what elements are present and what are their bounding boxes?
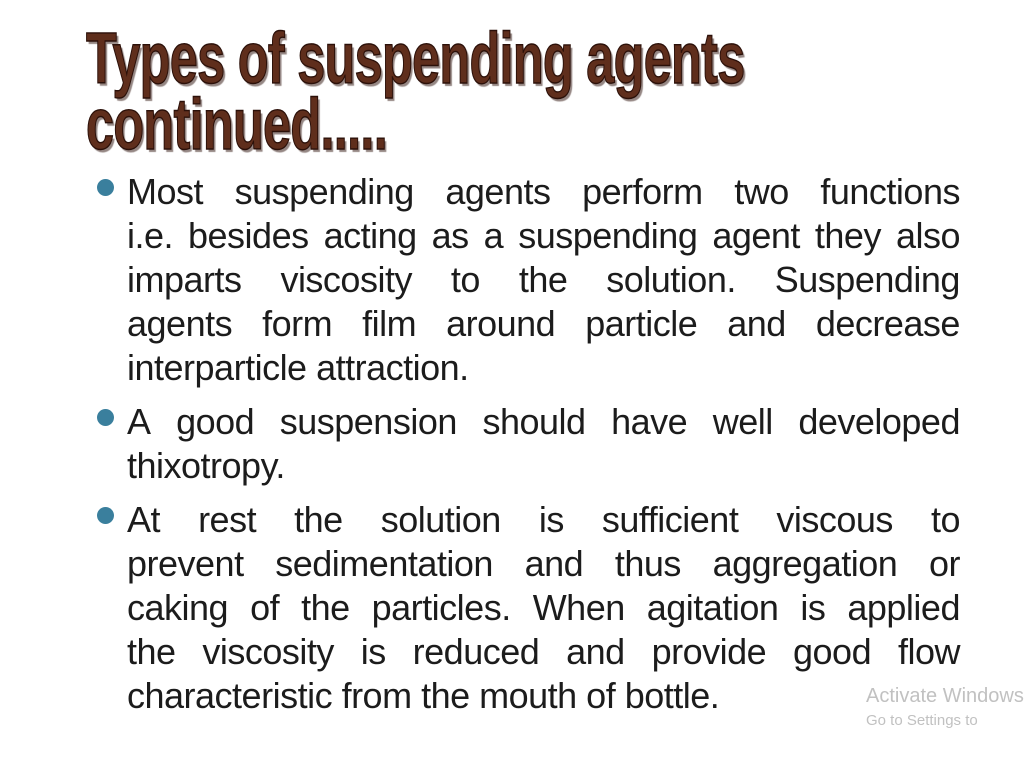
word: well	[712, 401, 773, 442]
page-title-line-2: continued.....	[86, 85, 387, 165]
word: solution	[380, 499, 501, 540]
word: besides	[188, 215, 309, 256]
bullet-item	[127, 400, 960, 488]
bullet-text-line	[127, 258, 960, 302]
word: have	[611, 401, 688, 442]
word: agitation	[646, 587, 779, 628]
bullet-text-line: thixotropy.	[127, 445, 285, 486]
word: perform	[582, 171, 703, 212]
word: the	[518, 259, 568, 300]
word: viscous	[776, 499, 893, 540]
word: suspension	[279, 401, 457, 442]
bullet-text-line	[127, 400, 960, 444]
word: acting	[323, 215, 417, 256]
word: Most	[127, 171, 204, 212]
word: reduced	[412, 631, 540, 672]
bullet-text-line	[127, 498, 960, 542]
word: is	[800, 587, 826, 628]
word: imparts	[127, 259, 242, 300]
word: good	[176, 401, 255, 442]
word: the	[294, 499, 343, 540]
word: agent	[712, 215, 800, 256]
word: to	[930, 499, 960, 540]
bullet-text	[127, 498, 960, 718]
word: and	[566, 631, 625, 672]
word: functions	[820, 171, 960, 212]
word: and	[727, 303, 786, 344]
word: Suspending	[774, 259, 960, 300]
word: and	[524, 543, 584, 584]
bullet-list	[127, 170, 960, 728]
word: suspending	[518, 215, 698, 256]
word: they	[814, 215, 881, 256]
word: thus	[614, 543, 681, 584]
bullet-text-line: interparticle attraction.	[127, 347, 469, 388]
word: is	[360, 631, 386, 672]
word: suspending	[234, 171, 414, 212]
bullet-dot-icon	[97, 507, 114, 524]
word: a	[483, 215, 504, 256]
word: applied	[847, 587, 960, 628]
bullet-text-line	[127, 170, 960, 214]
bullet-item	[127, 498, 960, 718]
word: or	[928, 543, 960, 584]
bullet-text	[127, 400, 960, 488]
word: good	[793, 631, 872, 672]
word: solution.	[606, 259, 736, 300]
bullet-text-line	[127, 302, 960, 346]
word: sufficient	[601, 499, 739, 540]
word: film	[362, 303, 417, 344]
bullet-item	[127, 170, 960, 390]
word: provide	[651, 631, 767, 672]
bullet-dot-icon	[97, 409, 114, 426]
word: of	[250, 587, 280, 628]
word: around	[446, 303, 556, 344]
word: viscosity	[202, 631, 334, 672]
word: particle	[585, 303, 698, 344]
word: developed	[798, 401, 960, 442]
word: At	[127, 499, 161, 540]
word: agents	[445, 171, 551, 212]
word: caking	[127, 587, 229, 628]
word: form	[262, 303, 333, 344]
word: sedimentation	[275, 543, 493, 584]
bullet-text-line	[127, 214, 960, 258]
bullet-dot-icon	[97, 179, 114, 196]
word: also	[895, 215, 960, 256]
word: to	[450, 259, 480, 300]
word: agents	[127, 303, 233, 344]
bullet-text-line	[127, 586, 960, 630]
word: A	[127, 401, 151, 442]
page-title-line-1: Types of suspending agents	[86, 19, 745, 99]
word: is	[538, 499, 564, 540]
word: the	[127, 631, 176, 672]
word: aggregation	[712, 543, 898, 584]
bullet-text-line	[127, 630, 960, 674]
page-title	[86, 19, 745, 165]
word: prevent	[127, 543, 244, 584]
word: particles.	[371, 587, 511, 628]
word: should	[482, 401, 586, 442]
bullet-text	[127, 170, 960, 390]
go-to-settings-watermark: Go to Settings to	[866, 712, 978, 729]
bullet-text-line: characteristic from the mouth of bottle.	[127, 675, 720, 716]
word: flow	[897, 631, 960, 672]
word: viscosity	[280, 259, 412, 300]
word: i.e.	[127, 215, 174, 256]
bullet-text-line	[127, 542, 960, 586]
word: When	[532, 587, 625, 628]
word: the	[301, 587, 350, 628]
activate-windows-watermark: Activate Windows	[866, 685, 1024, 707]
word: rest	[198, 499, 257, 540]
word: decrease	[815, 303, 960, 344]
word: two	[734, 171, 789, 212]
word: as	[431, 215, 469, 256]
